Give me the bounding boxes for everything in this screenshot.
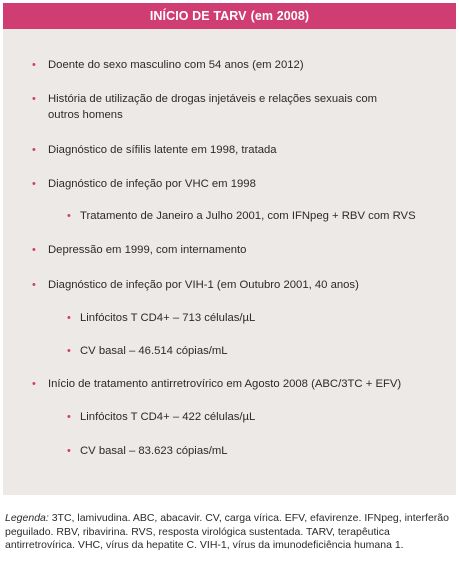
bullet-icon: • xyxy=(32,178,36,190)
sub-bullet-icon: • xyxy=(67,210,71,222)
sub-list-item: Tratamento de Janeiro a Julho 2001, com IFNpeg + RBV com RVS xyxy=(80,210,416,222)
bullet-icon: • xyxy=(32,59,36,71)
sub-list-item: Linfócitos T CD4+ – 422 células/µL xyxy=(80,411,256,423)
list-item: Diagnóstico de infeção por VHC em 1998 xyxy=(48,178,256,190)
sub-bullet-icon: • xyxy=(67,445,71,457)
table-title xyxy=(3,3,456,29)
bullet-icon: • xyxy=(32,378,36,390)
legend xyxy=(5,512,453,553)
list-item: Início de tratamento antirretrovírico em Agosto 2008 (ABC/3TC + EFV) xyxy=(48,378,402,390)
list-item: História de utilização de drogas injetáveis e relações sexuais com outros homens xyxy=(48,93,378,121)
bullet-icon: • xyxy=(32,279,36,291)
sub-list-item: CV basal – 46.514 cópias/mL xyxy=(80,345,228,357)
title-suffix: (em 2008) xyxy=(250,9,310,23)
list-item: Depressão em 1999, com internamento xyxy=(48,244,247,256)
list-item: Diagnóstico de sífilis latente em 1998, tratada xyxy=(48,144,277,156)
list-item: Diagnóstico de infeção por VIH-1 (em Outubro 2001, 40 anos) xyxy=(48,279,359,291)
list-item: Doente do sexo masculino com 54 anos (em 2012) xyxy=(48,59,304,71)
sub-bullet-icon: • xyxy=(67,411,71,423)
bullet-icon: • xyxy=(32,144,36,156)
title-text: INÍCIO DE TARV xyxy=(149,9,247,23)
legend-text: 3TC, lamivudina. ABC, abacavir. CV, carga vírica. EFV, efavirenze. IFNpeg, interferão peguilado. RBV, ribavirina. RVS, resposta virológica sustentada. TARV, terapêutica antirretrovírica. VHC, vírus da hepatite C. VIH-1, vírus da imunodeficiência humana 1. xyxy=(5,512,449,552)
bullet-icon: • xyxy=(32,244,36,256)
legend-label: Legenda: xyxy=(5,512,49,524)
sub-bullet-icon: • xyxy=(67,345,71,357)
bullet-icon: • xyxy=(32,93,36,105)
sub-list-item: CV basal – 83.623 cópias/mL xyxy=(80,445,228,457)
case-summary-box xyxy=(3,29,456,495)
sub-list-item: Linfócitos T CD4+ – 713 células/µL xyxy=(80,312,256,324)
sub-bullet-icon: • xyxy=(67,312,71,324)
